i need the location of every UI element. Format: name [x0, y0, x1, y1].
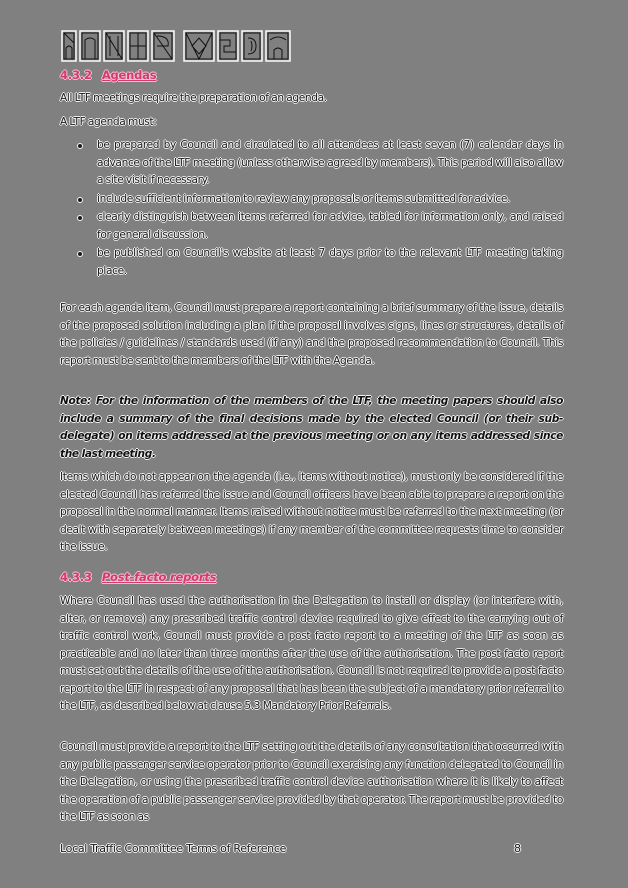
list-item: [60, 209, 563, 244]
list-item-text: be prepared by Council and circulated to all attendees at least seven (7) calendar days in advance of the LTF meeting (unless otherwise agreed by members). This period will also allow a site visit if necessary.: [97, 139, 563, 186]
logo-icon: [60, 28, 300, 64]
bullet-icon: [78, 216, 82, 220]
section-number: 4.3.3: [60, 570, 92, 584]
note-paragraph: Note: For the information of the members of the LTF, the meeting papers should also include a summary of the final decisions made by the elected Council (or their sub-delegate) on items addressed at the previous meeting or on any items addressed since the last meeting.: [60, 395, 563, 460]
agenda-requirements-list: [60, 137, 563, 281]
section-heading-agendas: [60, 68, 156, 82]
footer-document-title: Local Traffic Committee Terms of Reference: [60, 842, 287, 855]
bullet-icon: [78, 198, 82, 202]
section-title: Post-facto reports: [101, 570, 217, 584]
list-item: [60, 137, 563, 190]
items-without-notice-paragraph: Items which do not appear on the agenda (i.e., items without notice), must only be considered if the elected Council has referred the issue and Council officers have been able to prepare a report on the proposal in the normal manner. Items raised without notice must be referred to the next meeting (or dealt with separately between meetings) if any member of the committee requests time to consider the issue.: [60, 471, 563, 553]
post-facto-paragraph-2: Council must provide a report to the LTF setting out the details of any consultation that occurred with any public passenger service operator prior to Council exercising any function delegated to Council in the Delegation, or using the prescribed traffic control device authorisation where it is likely to affect the operation of a public passenger service provided by that operator. The report must be provided to the LTF as soon as: [60, 741, 563, 823]
agendas-intro: All LTF meetings require the preparation of an agenda.: [60, 92, 327, 104]
bullet-icon: [78, 144, 82, 148]
section-title: Agendas: [101, 68, 157, 82]
post-facto-paragraph-1: Where Council has used the authorisation in the Delegation to install or display (or interfere with, alter, or remove) any prescribed traffic control device required to give effect to the carrying out of traffic control work, Council must provide a post facto report to a meeting of the LTF as soon as practicable and no later than three months after the use of the authorisation. The post facto report must set out the details of the use of the authorisation. Council is not required to provide a post facto report to the LTF in respect of any proposal that has been the subject of a mandatory prior referral to the LTF, as described below at clause 5.3 Mandatory Prior Referrals.: [60, 595, 563, 712]
page-number: 8: [514, 842, 521, 855]
list-item-text: clearly distinguish between items referred for advice, tabled for information only, and raised for general discussion.: [97, 211, 563, 241]
agenda-report-paragraph: For each agenda item, Council must prepare a report containing a brief summary of the issue, details of the proposed solution including a plan if the proposal involves signs, lines or structures, details of the policies / guidelines / standards used (if any) and the proposed recommendation to Council. This report must be sent to the members of the LTF with the Agenda.: [60, 302, 563, 367]
inner-west-logo: [60, 28, 300, 64]
list-item: [60, 191, 563, 209]
list-item-text: include sufficient information to review any proposals or items submitted for advice.: [97, 192, 511, 205]
bullet-icon: [78, 252, 82, 256]
agenda-must-label: A LTF agenda must:: [60, 116, 157, 128]
section-number: 4.3.2: [60, 68, 92, 82]
section-heading-post-facto: [60, 570, 216, 584]
list-item-text: be published on Council's website at least 7 days prior to the relevant LTF meeting taking place.: [97, 247, 563, 277]
list-item: [60, 245, 563, 280]
